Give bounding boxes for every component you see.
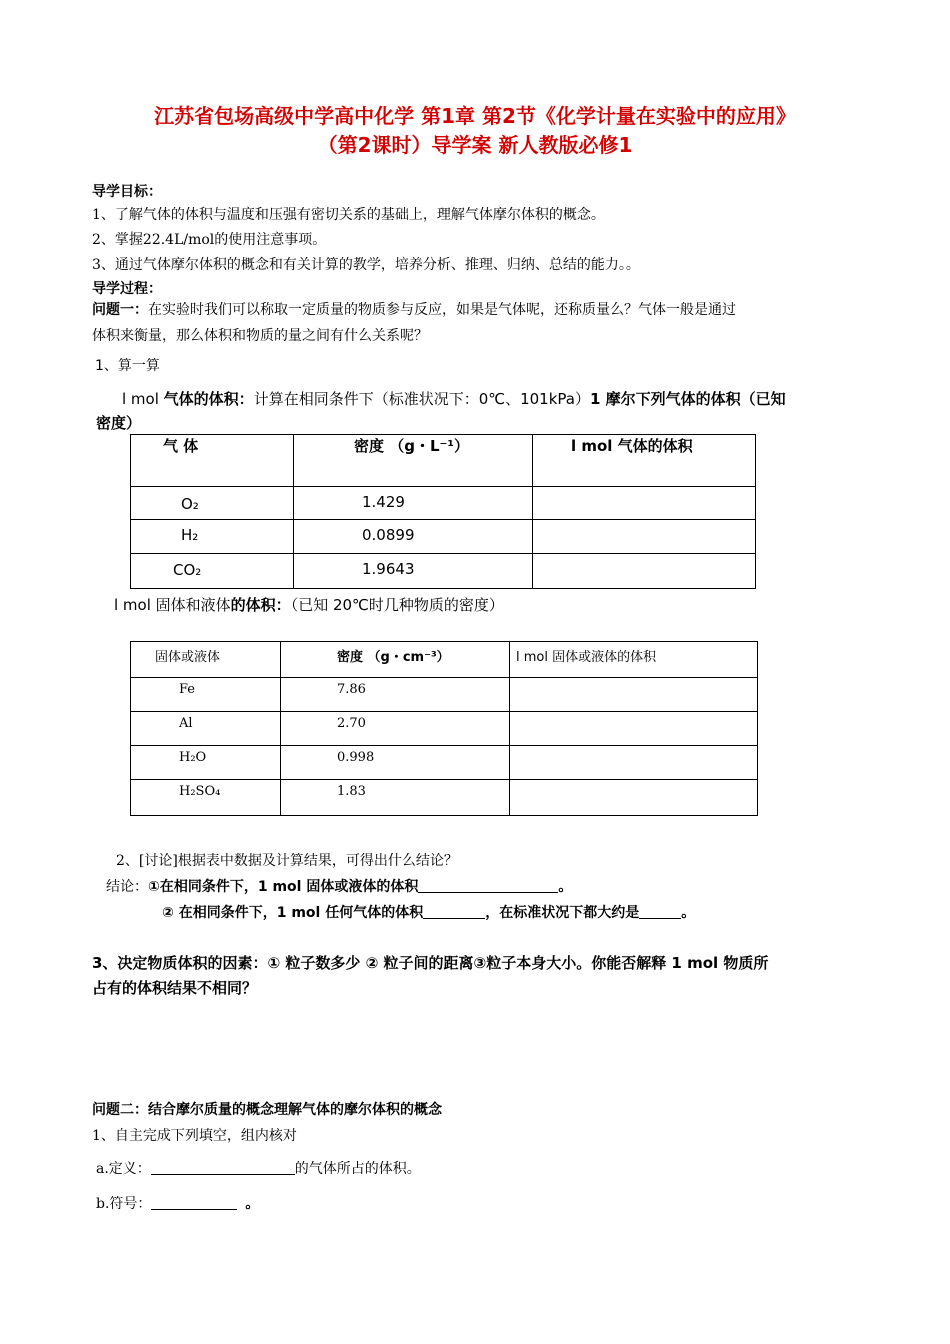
substance-name: Fe: [131, 678, 281, 712]
header-density: 密度 （g・cm⁻³）: [281, 642, 510, 678]
process-heading: 导学过程：: [92, 281, 162, 297]
conclusion-1-blank[interactable]: [418, 878, 558, 893]
conclusion-2-end: 。: [681, 905, 696, 921]
substance-volume-cell[interactable]: [510, 746, 758, 780]
table-row: [131, 746, 758, 780]
title-line-1: 江苏省包场高级中学高中化学 第1章 第2节《化学计量在实验中的应用》: [154, 104, 796, 128]
conclusion-2-text-b: ，在标准状况下都大约是: [485, 905, 640, 921]
symbol-blank[interactable]: [151, 1195, 237, 1210]
step-calculate: 1、算一算: [95, 358, 160, 374]
header-density: 密度 （g・L⁻¹）: [294, 435, 533, 487]
header-substance: 固体或液体: [131, 642, 281, 678]
objective-1: 1、了解气体的体积与温度和压强有密切关系的基础上，理解气体摩尔体积的概念。: [92, 207, 605, 223]
question-1-line-2: 体积来衡量，那么体积和物质的量之间有什么关系呢？: [92, 328, 428, 344]
solid-intro-bold: 的体积：: [230, 596, 291, 614]
table-row: [131, 487, 756, 520]
substance-name: Al: [131, 712, 281, 746]
definition-label: a.定义：: [96, 1161, 151, 1177]
title-line-2: （第2课时）导学案 新人教版必修1: [317, 133, 633, 157]
symbol-line: [96, 1193, 259, 1213]
question-1-text: 在实验时我们可以称取一定质量的物质参与反应，如果是气体呢，还称质量么？气体一般是通过: [148, 302, 736, 318]
volume-factors-line-1: 3、决定物质体积的因素：① 粒子数多少 ② 粒子间的距离③粒子本身大小。你能否解释 1 mol 物质所: [92, 954, 769, 972]
table-header-row: [131, 435, 756, 487]
solid-intro-condition: （已知 20℃时几种物质的密度）: [290, 596, 504, 614]
definition-tail: 的气体所占的体积。: [294, 1161, 421, 1177]
gas-intro-line-1: [122, 388, 786, 409]
table-row: [131, 678, 758, 712]
solid-intro: [114, 594, 504, 615]
symbol-label: b.符号：: [96, 1196, 152, 1212]
conclusion-1: [106, 876, 572, 896]
definition-blank[interactable]: [151, 1160, 295, 1175]
substance-density: 2.70: [281, 712, 510, 746]
gas-intro-condition: 计算在相同条件下（标准状况下：0℃、101kPa）: [253, 390, 590, 408]
table-row: [131, 520, 756, 554]
solid-intro-amount: l mol 固体和液体: [114, 596, 231, 614]
substance-name: H₂SO₄: [131, 780, 281, 816]
table-row: [131, 554, 756, 589]
substance-volume-cell[interactable]: [510, 712, 758, 746]
gas-intro-task: 1 摩尔下列气体的体积（已知: [589, 390, 786, 408]
table-row: [131, 712, 758, 746]
table-row: [131, 780, 758, 816]
conclusion-2: [162, 902, 695, 922]
substance-density: 0.998: [281, 746, 510, 780]
header-volume: l mol 气体的体积: [533, 435, 756, 487]
header-volume: l mol 固体或液体的体积: [510, 642, 758, 678]
gas-density: 1.429: [294, 487, 533, 520]
conclusion-label: 结论：: [106, 879, 148, 895]
discussion-prompt: 2、[讨论]根据表中数据及计算结果，可得出什么结论？: [116, 853, 458, 869]
header-gas: 气 体: [131, 435, 294, 487]
conclusion-1-end: 。: [558, 879, 573, 895]
question-2-step-1: 1、自主完成下列填空，组内核对: [92, 1128, 297, 1144]
gas-volume-cell[interactable]: [533, 554, 756, 589]
objective-2: 2、掌握22.4L/mol的使用注意事项。: [92, 232, 327, 248]
objective-3: 3、通过气体摩尔体积的概念和有关计算的教学，培养分析、推理、归纳、总结的能力。。: [92, 257, 640, 273]
gas-name: CO₂: [131, 554, 294, 589]
substance-density: 1.83: [281, 780, 510, 816]
table-header-row: [131, 642, 758, 678]
gas-volume-table: [130, 434, 756, 589]
gas-volume-cell[interactable]: [533, 520, 756, 554]
substance-name: H₂O: [131, 746, 281, 780]
gas-intro-amount: l mol: [122, 390, 164, 408]
substance-density: 7.86: [281, 678, 510, 712]
symbol-tail: 。: [245, 1196, 260, 1212]
gas-intro-bold: 气体的体积：: [163, 390, 254, 408]
substance-volume-cell[interactable]: [510, 678, 758, 712]
substance-volume-cell[interactable]: [510, 780, 758, 816]
conclusion-2-blank-2[interactable]: [639, 904, 681, 919]
conclusion-2-text-a: ② 在相同条件下，1 mol 任何气体的体积: [162, 905, 424, 921]
gas-density: 1.9643: [294, 554, 533, 589]
gas-volume-cell[interactable]: [533, 487, 756, 520]
question-2-heading: 问题二：结合摩尔质量的概念理解气体的摩尔体积的概念: [92, 1102, 442, 1118]
conclusion-1-text: ①在相同条件下，1 mol 固体或液体的体积: [148, 879, 419, 895]
gas-name: H₂: [131, 520, 294, 554]
definition-line: [96, 1158, 421, 1178]
conclusion-2-blank-1[interactable]: [423, 904, 485, 919]
volume-factors-line-2: 占有的体积结果不相同？: [92, 979, 258, 997]
question-1-label: 问题一：: [92, 302, 148, 318]
gas-density: 0.0899: [294, 520, 533, 554]
solid-liquid-volume-table: [130, 641, 758, 816]
gas-intro-line-2: 密度）: [96, 414, 142, 432]
objectives-heading: 导学目标：: [92, 184, 162, 200]
gas-name: O₂: [131, 487, 294, 520]
question-1-line-1: [92, 299, 736, 319]
